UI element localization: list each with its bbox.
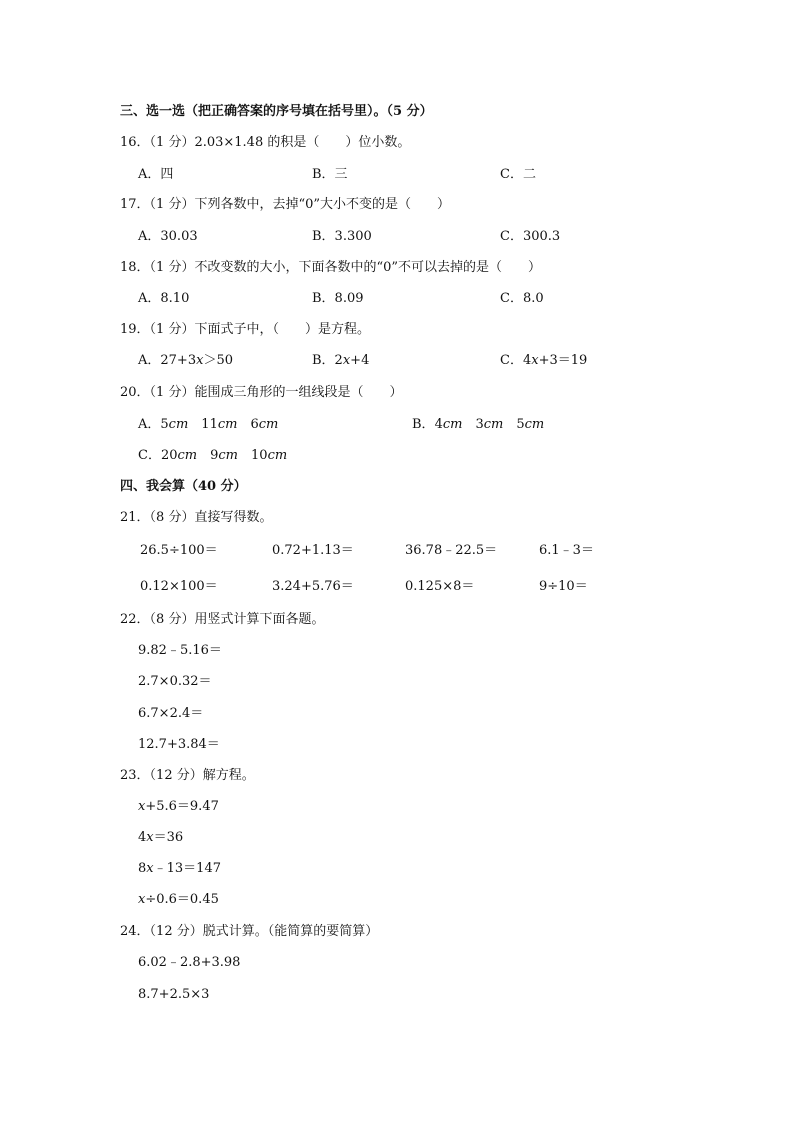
q19-c-pre: C．4: [500, 353, 532, 368]
question-24: 24．（12 分）脱式计算。（能简算的要简算）: [120, 924, 379, 939]
q20-a-seg: 11: [201, 417, 218, 432]
q21-item: 0.72+1.13＝: [272, 543, 354, 558]
q20-option-c: [138, 447, 287, 465]
q18-option-b: B．8.09: [312, 291, 364, 306]
q18-option-a: A．8.10: [138, 291, 190, 306]
q21-item: 6.1﹣3＝: [539, 543, 594, 558]
q19-a-post: ＞50: [203, 353, 233, 368]
q18-option-c: C．8.0: [500, 291, 544, 306]
q21-item: 0.12×100＝: [140, 579, 218, 594]
q19-a-pre: A．27+3: [138, 353, 197, 368]
question-18: 18．（1 分）不改变数的大小，下面各数中的“0”不可以去掉的是（ ）: [120, 260, 542, 275]
q20-a-label: A．: [138, 417, 161, 432]
q20-c-label: C．: [138, 448, 161, 463]
q23-post: ﹣13＝147: [153, 861, 221, 876]
q20-b-unit: cm: [442, 417, 463, 432]
q17-option-c: C．300.3: [500, 229, 561, 244]
q21-item: 9÷10＝: [539, 579, 588, 594]
q23-item: [138, 860, 221, 878]
q19-a-var: x: [196, 353, 204, 368]
q21-item: 0.125×8＝: [405, 579, 475, 594]
q23-item: [138, 829, 183, 847]
q20-option-b: [412, 416, 544, 434]
q23-var: x: [138, 799, 146, 814]
q17-option-a: A．30.03: [138, 229, 198, 244]
q19-c-post: +3＝19: [538, 353, 588, 368]
q20-b-seg: 4: [434, 417, 443, 432]
q22-item: 2.7×0.32＝: [138, 674, 212, 689]
q17-option-b: B．3.300: [312, 229, 372, 244]
q21-item: 26.5÷100＝: [140, 543, 218, 558]
q20-a-seg: 5: [160, 417, 169, 432]
q20-b-label: B．: [412, 417, 435, 432]
q19-b-post: +4: [350, 353, 370, 368]
question-20: 20．（1 分）能围成三角形的一组线段是（ ）: [120, 385, 403, 400]
q20-c-seg: 9: [210, 448, 219, 463]
q23-post: +5.6＝9.47: [145, 799, 219, 814]
q20-a-seg: 6: [250, 417, 259, 432]
question-17: 17．（1 分）下列各数中，去掉“0”大小不变的是（ ）: [120, 197, 451, 212]
question-23: 23．（12 分）解方程。: [120, 768, 255, 783]
q20-a-unit: cm: [168, 417, 189, 432]
q19-option-b: [312, 352, 369, 370]
q23-item: [138, 798, 219, 816]
q23-post: ÷0.6＝0.45: [145, 892, 219, 907]
q20-option-a: [138, 416, 278, 434]
q23-pre: 8: [138, 861, 147, 876]
q22-item: 9.82﹣5.16＝: [138, 643, 222, 658]
q19-option-c: [500, 352, 587, 370]
q23-var: x: [138, 892, 146, 907]
q21-item: 36.78﹣22.5＝: [405, 543, 498, 558]
q20-a-unit: cm: [258, 417, 279, 432]
q24-item: 8.7+2.5×3: [138, 987, 210, 1002]
q20-c-seg: 20: [160, 448, 178, 463]
q20-c-unit: cm: [218, 448, 239, 463]
q20-b-seg: 3: [475, 417, 484, 432]
q23-item: [138, 891, 219, 909]
section-3-heading: 三、选一选（把正确答案的序号填在括号里）。（5 分）: [120, 104, 433, 119]
q19-b-pre: B．2: [312, 353, 343, 368]
q23-pre: 4: [138, 830, 147, 845]
q20-c-seg: 10: [251, 448, 268, 463]
question-19: 19．（1 分）下面式子中，（ ）是方程。: [120, 322, 370, 337]
q20-c-unit: cm: [267, 448, 288, 463]
q22-item: 6.7×2.4＝: [138, 706, 204, 721]
q20-b-unit: cm: [524, 417, 545, 432]
q23-post: ＝36: [153, 830, 184, 845]
q20-a-unit: cm: [217, 417, 238, 432]
q19-c-var: x: [531, 353, 539, 368]
q16-option-a: A．四: [138, 167, 174, 182]
question-22: 22．（8 分）用竖式计算下面各题。: [120, 612, 325, 627]
q23-var: x: [146, 830, 154, 845]
q20-c-unit: cm: [177, 448, 198, 463]
q23-var: x: [146, 861, 154, 876]
q16-option-c: C．二: [500, 167, 536, 182]
q21-item: 3.24+5.76＝: [272, 579, 354, 594]
q20-b-unit: cm: [483, 417, 504, 432]
q24-item: 6.02﹣2.8+3.98: [138, 955, 241, 970]
section-4-heading: 四、我会算（40 分）: [120, 479, 247, 494]
question-21: 21．（8 分）直接写得数。: [120, 510, 273, 525]
question-16: 16．（1 分）2.03×1.48 的积是（ ）位小数。: [120, 135, 411, 150]
q19-option-a: [138, 352, 233, 370]
q20-b-seg: 5: [516, 417, 525, 432]
q22-item: 12.7+3.84＝: [138, 737, 220, 752]
q19-b-var: x: [342, 353, 351, 368]
q16-option-b: B．三: [312, 167, 348, 182]
